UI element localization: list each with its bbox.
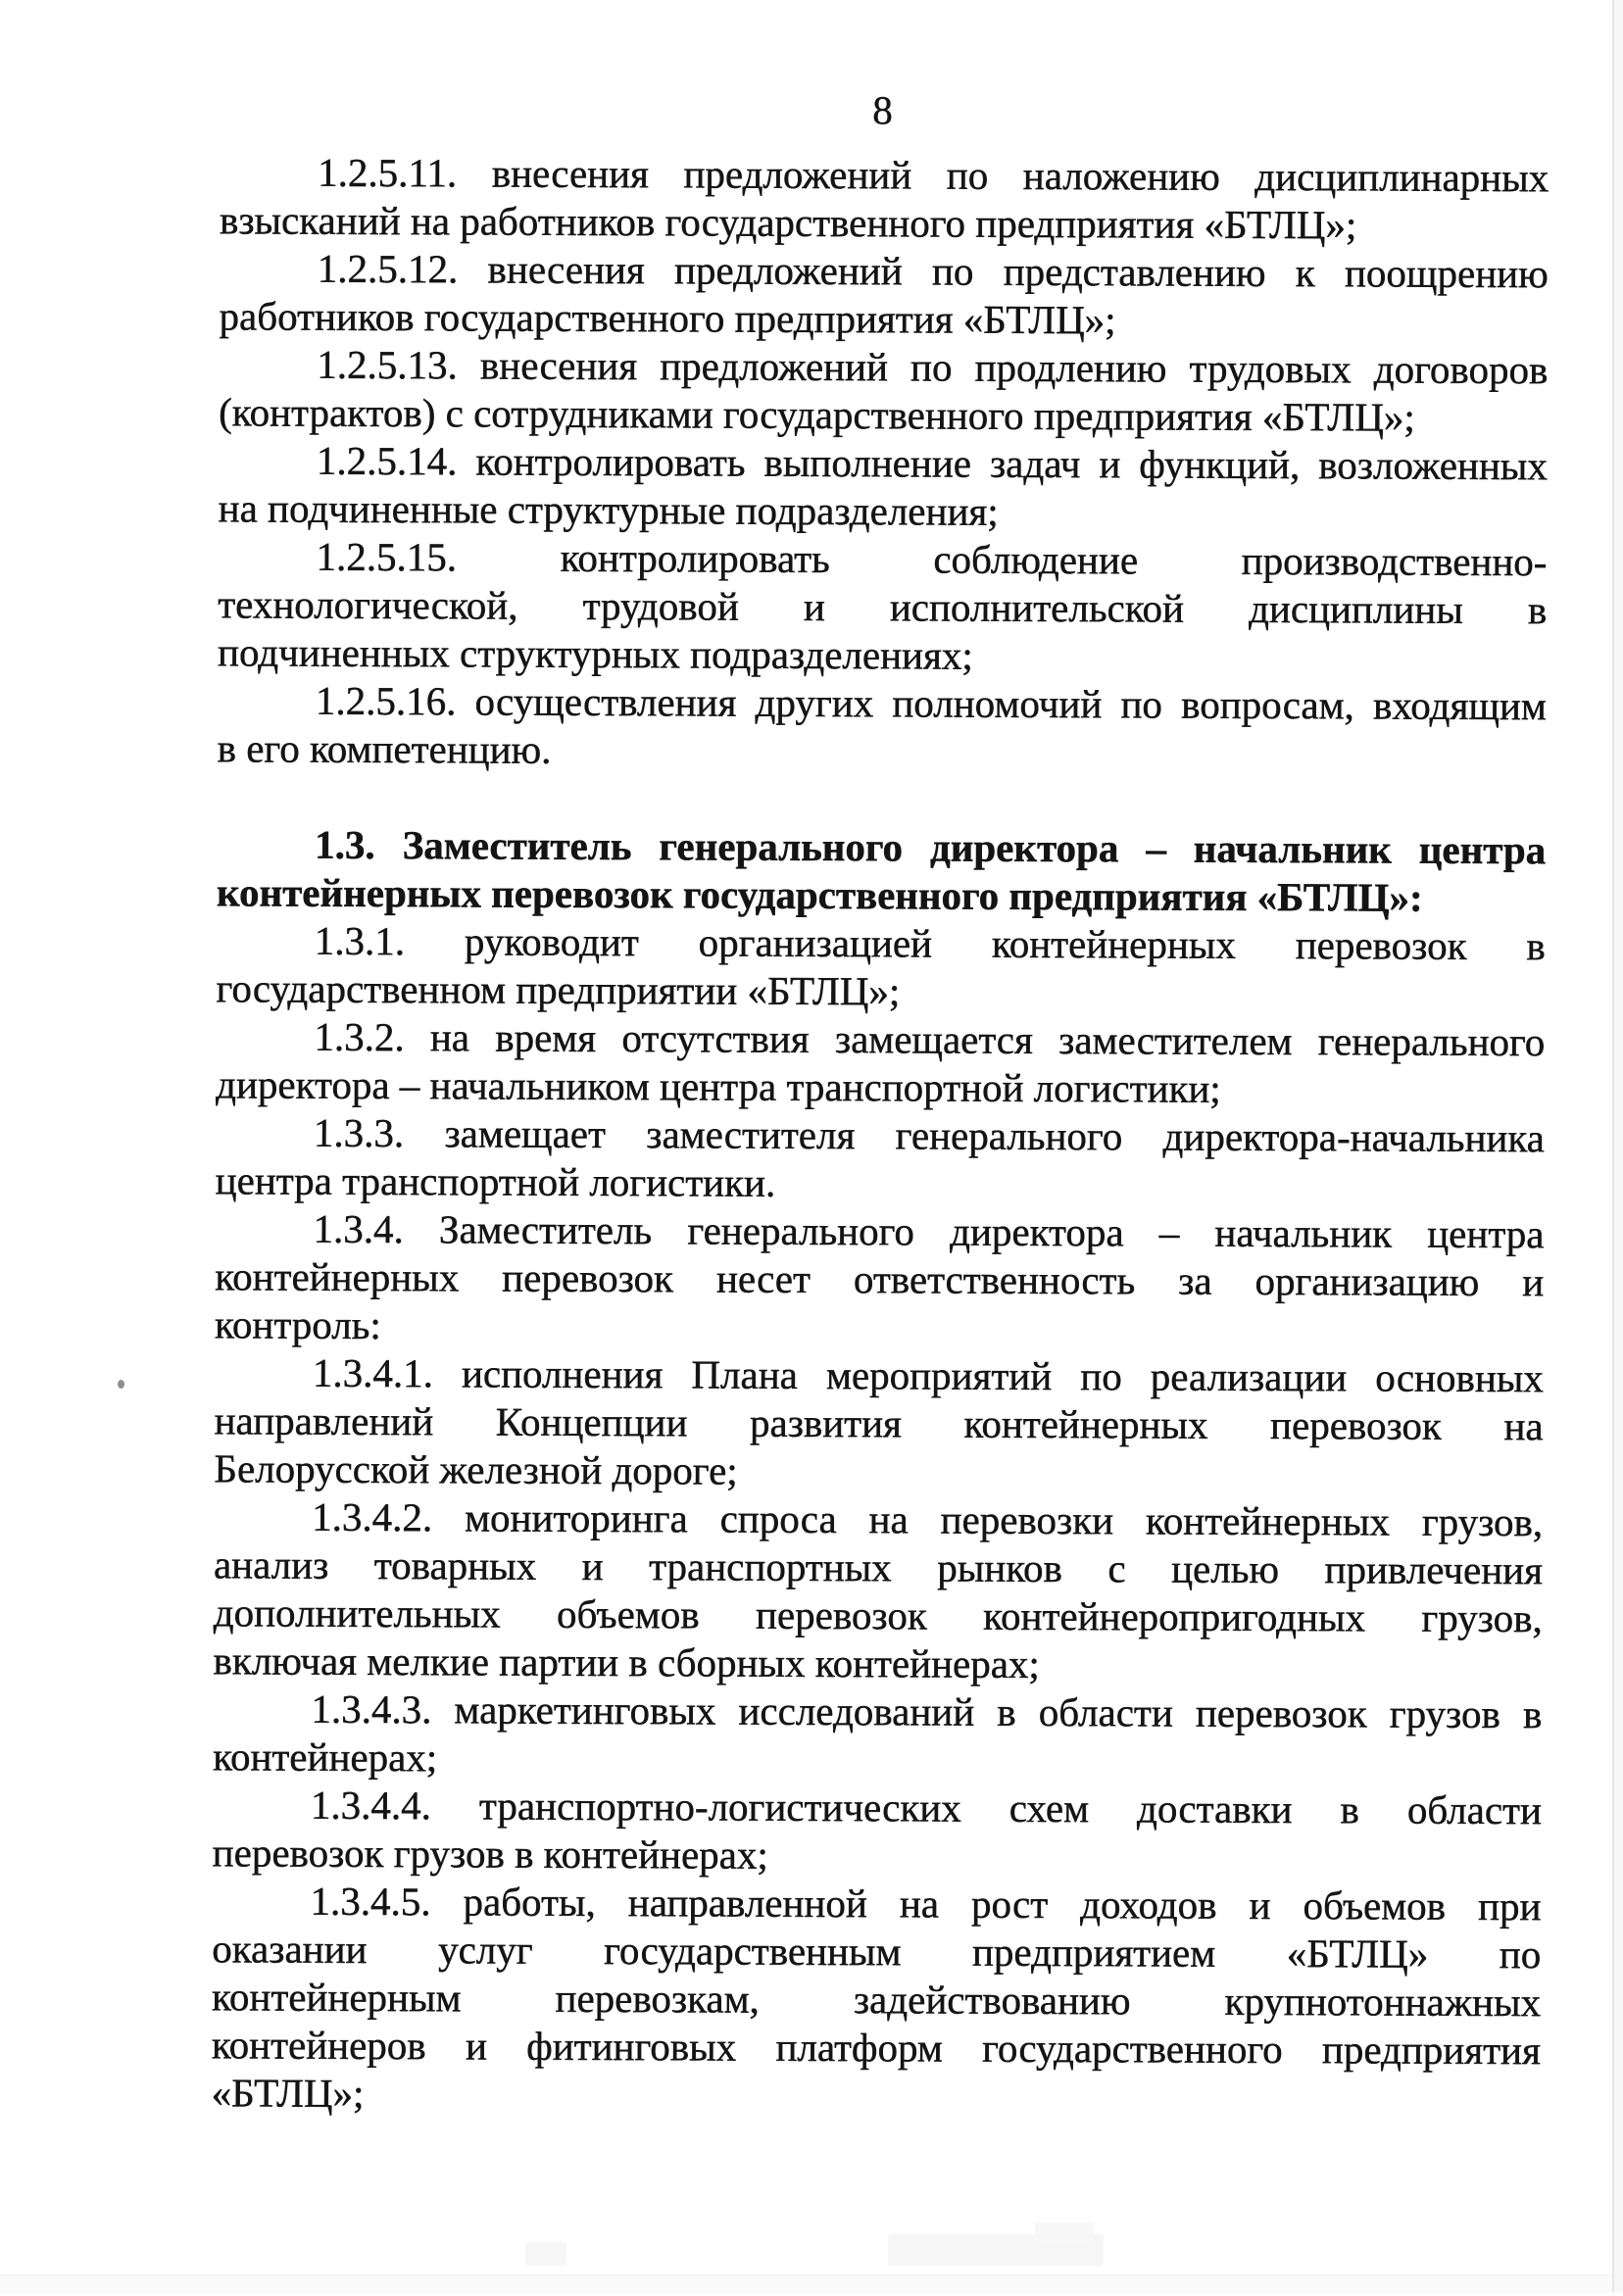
paragraph-line: 1.2.5.16. осуществления других полномочий по вопросам, входящим <box>315 677 1547 729</box>
paragraph <box>220 148 1549 250</box>
paragraph-line: 1.3.4.4. транспортно-логистических схем доставки в области <box>310 1782 1543 1833</box>
paragraph-line: контейнерных перевозок государственного предприятия «БТЛЦ»: <box>216 869 1423 920</box>
paragraph-line: анализ товарных и транспортных рынков с целью привлечения <box>213 1541 1544 1593</box>
paragraph-line: государственном предприятии «БТЛЦ»; <box>216 965 901 1014</box>
paragraph-line: 1.2.5.11. внесения предложений по наложению дисциплинарных <box>318 149 1549 201</box>
paragraph <box>215 1204 1545 1354</box>
paragraph <box>218 532 1548 682</box>
paragraph-line: включая мелкие партии в сборных контейнерах; <box>213 1637 1040 1687</box>
paragraph <box>218 676 1547 778</box>
paragraph-line: на подчиненные структурные подразделения; <box>218 485 999 534</box>
paragraph-line: 1.2.5.15. контролировать соблюдение производственно- <box>316 533 1548 585</box>
paragraph-line: работников государственного предприятия «БТЛЦ»; <box>219 293 1116 343</box>
paragraph <box>216 1108 1545 1210</box>
scan-ghost-mark-small <box>525 2242 566 2266</box>
paragraph <box>214 1348 1544 1498</box>
paragraph-line: 1.3.4.1. исполнения Плана мероприятий по реализации основных <box>312 1349 1544 1401</box>
paragraph-line: 1.3.4. Заместитель генерального директора – начальник центра <box>313 1205 1545 1257</box>
paragraph-line: подчиненных структурных подразделениях; <box>217 629 973 678</box>
paragraph-line: контейнеров и фитинговых платформ государственного предприятия <box>211 2022 1541 2074</box>
paragraph <box>219 340 1548 442</box>
paragraph-line: 1.3.1. руководит организацией контейнерных перевозок в <box>314 917 1546 969</box>
paragraph <box>213 1781 1542 1882</box>
paragraph-line: контроль: <box>214 1301 381 1348</box>
paragraph-line: технологической, трудовой и исполнительской дисциплины в <box>218 581 1548 633</box>
paragraph-line: перевозок грузов в контейнерах; <box>212 1830 768 1878</box>
paragraph-line: взысканий на работников государственного предприятия «БТЛЦ»; <box>219 197 1357 248</box>
section-heading <box>217 820 1546 922</box>
scan-bottom-edge-band <box>0 2274 1623 2293</box>
paragraph-line: 1.2.5.12. внесения предложений по представлению к поощрению <box>317 245 1549 297</box>
paragraph-line: контейнерным перевозкам, задействованию крупнотоннажных <box>212 1974 1542 2026</box>
paragraph-line: контейнерах; <box>213 1734 438 1781</box>
paragraph-line: 1.3.4.3. маркетинговых исследований в области перевозок грузов в <box>311 1685 1543 1737</box>
paragraph-line: 1.2.5.13. внесения предложений по продлению трудовых договоров <box>317 341 1549 393</box>
paragraph-line: 1.2.5.14. контролировать выполнение задач и функций, возложенных <box>316 437 1549 489</box>
paragraph <box>213 1492 1543 1690</box>
paragraph-line: направлений Концепции развития контейнерных перевозок на <box>214 1397 1544 1449</box>
document-body <box>212 148 1549 2123</box>
paragraph-line: в его компетенцию. <box>217 725 552 772</box>
paragraph-line: 1.3.2. на время отсутствия замещается заместителем генерального <box>314 1013 1546 1065</box>
paragraph-line: Белорусской железной дороге; <box>214 1445 738 1493</box>
page-number: 8 <box>872 87 893 133</box>
paragraph-line: дополнительных объемов перевозок контейнеропригодных грузов, <box>213 1589 1543 1641</box>
paragraph <box>216 1012 1545 1114</box>
paragraph-line: 1.3.3. замещает заместителя генерального директора-начальника <box>313 1109 1546 1161</box>
paragraph <box>213 1685 1542 1786</box>
paragraph <box>219 436 1548 538</box>
scan-ghost-mark-upper <box>1035 2223 1094 2242</box>
paragraph-line: (контрактов) с сотрудниками государственного предприятия «БТЛЦ»; <box>219 389 1415 440</box>
paragraph-line: 1.3.4.5. работы, направленной на рост доходов и объемов при <box>310 1878 1542 1930</box>
paragraph-line: директора – начальником центра транспортной логистики; <box>216 1061 1221 1111</box>
paragraph <box>212 1877 1542 2123</box>
paragraph-line: контейнерных перевозок несет ответственность за организацию и <box>215 1253 1545 1305</box>
ink-speck <box>118 1380 124 1389</box>
paragraph-line: «БТЛЦ»; <box>211 2070 365 2117</box>
paragraph <box>216 916 1545 1018</box>
paragraph-line: 1.3. Заместитель генерального директора – начальник центра <box>315 821 1547 873</box>
paragraph <box>219 244 1548 346</box>
paragraph-line: 1.3.4.2. мониторинга спроса на перевозки контейнерных грузов, <box>312 1493 1544 1545</box>
scan-right-edge-strip <box>1614 0 1623 2292</box>
paragraph-line: оказании услуг государственным предприятием «БТЛЦ» по <box>212 1926 1542 1978</box>
paragraph-line: центра транспортной логистики. <box>215 1157 776 1205</box>
